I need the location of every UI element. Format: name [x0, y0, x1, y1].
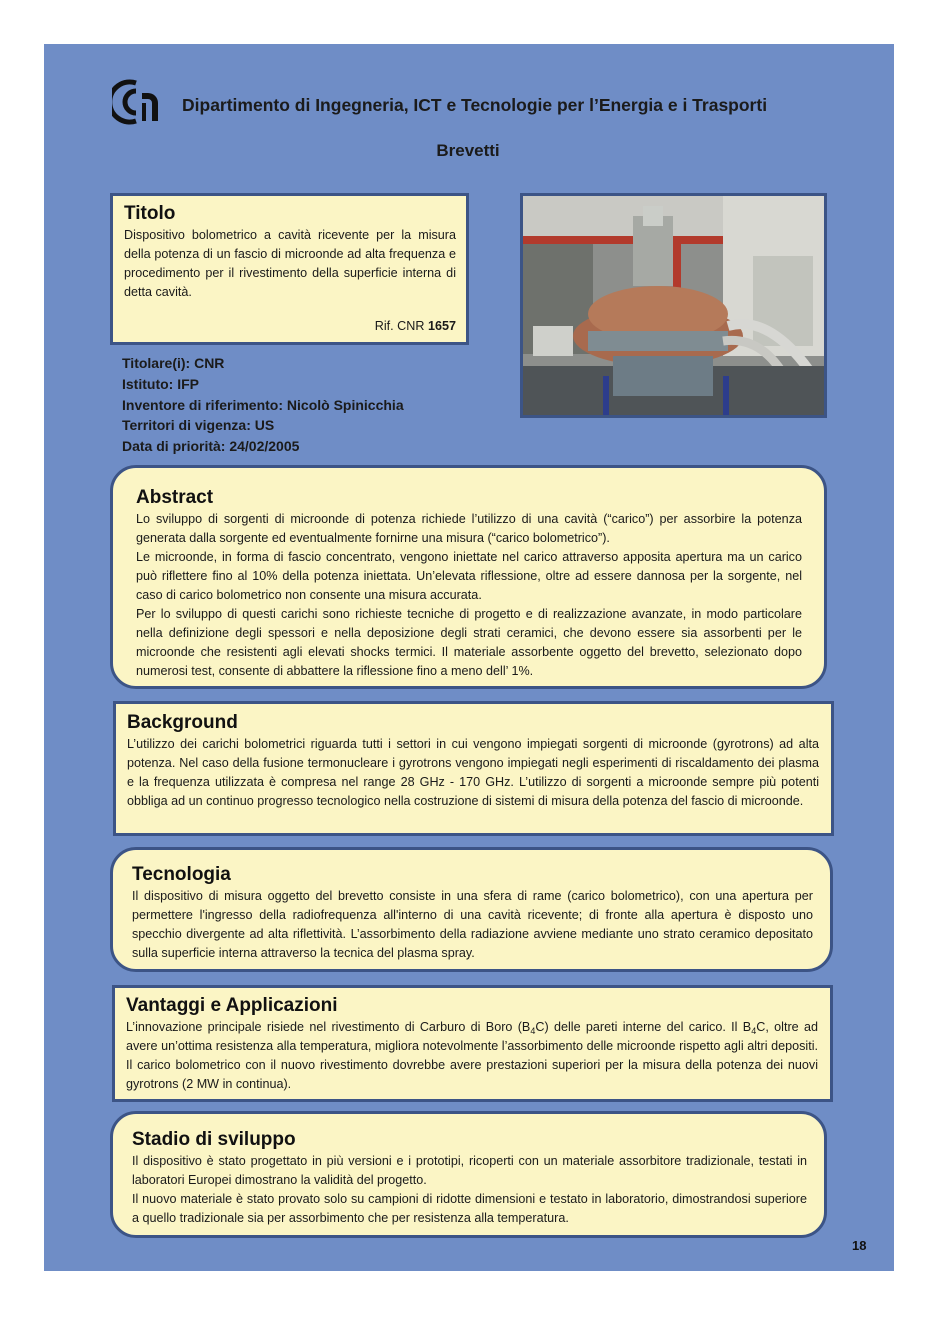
abstract-box [110, 465, 827, 689]
vantaggi-text-part: C) delle pareti interne del carico. Il B [535, 1020, 752, 1034]
data-priorita: Data di priorità: 24/02/2005 [122, 438, 300, 455]
istituto: Istituto: IFP [122, 375, 199, 392]
territori: Territori di vigenza: US [122, 417, 275, 434]
stadio-box [110, 1111, 827, 1238]
abstract-paragraph-2: Le microonde, in forma di fascio concentrato, vengono iniettate nel carico attraverso apposita apertura ma un carico può riflettere fino al 10% della potenza iniettata. Un’elevata riflessione, oltre ad essere dannosa per la sorgente, nel caso di carico bolometrico non consente una misura accurata. [136, 550, 802, 602]
titolo-heading: Titolo [124, 203, 176, 224]
tecnologia-heading: Tecnologia [132, 864, 231, 885]
subscript: 4 [530, 1026, 536, 1036]
abstract-paragraph-3: Per lo sviluppo di questi carichi sono richieste tecniche di progetto e di realizzazione avanzate, in modo particolare nella definizione degli spessori e nella deposizione degli strati ceramici, che devono essere sia assorbenti per le microonde che resistenti agli elevati shocks termici. Il materiale assorbente oggetto del brevetto, selezionato dopo numerosi test, consente di abbattere la riflessione fino a meno dell’ 1%. [136, 607, 802, 678]
vantaggi-heading: Vantaggi e Applicazioni [126, 995, 338, 1016]
subscript: 4 [751, 1026, 757, 1036]
ref-label: Rif. CNR [374, 319, 425, 333]
inventore: Inventore di riferimento: Nicolò Spinicchia [122, 396, 404, 413]
tecnologia-text: Il dispositivo di misura oggetto del brevetto consiste in una sfera di rame (carico bolometrico), con una apertura per permettere l'ingresso della radiofrequenza all'interno di una cavità ricevente; di fronte alla apertura è disposto uno specchio divergente ad alta riflettività. L’assorbimento della radiazione avviene mediante uno strato ceramico depositato sulla superficie interna attraverso la tecnica del plasma spray. [132, 889, 813, 960]
cnr-logo-icon [112, 79, 162, 125]
bolometric-device-image [523, 196, 824, 415]
vantaggi-text [126, 1018, 818, 1094]
department-title: Dipartimento di Ingegneria, ICT e Tecnologie per l’Energia e i Trasporti [182, 95, 768, 115]
page-number: 18 [852, 1238, 867, 1253]
patent-reference [375, 317, 456, 336]
background-box [113, 701, 834, 836]
titolo-text: Dispositivo bolometrico a cavità ricevente per la misura della potenza di un fascio di microonde ad alta frequenza e procedimento per il rivestimento della superficie interna di detta cavità. [124, 228, 456, 299]
stadio-paragraph-2: Il nuovo materiale è stato provato solo su campioni di ridotte dimensioni e testato in laboratorio, dimostrandosi superiore a quello tradizionale sia per assorbimento che per resistenza alla temperatura. [132, 1192, 807, 1225]
vantaggi-box [112, 985, 833, 1102]
stadio-paragraph-1: Il dispositivo è stato progettato in più versioni e i prototipi, ricoperti con un materiale assorbitore tradizionale, testati in laboratori Europei dimostrano la validità del progetto. [132, 1154, 807, 1187]
patent-metadata [122, 353, 404, 457]
vantaggi-text-part: L’innovazione principale risiede nel rivestimento di Carburo di Boro (B [126, 1020, 531, 1034]
section-title: Brevetti [436, 141, 500, 160]
ref-number: 1657 [427, 319, 456, 333]
background-heading: Background [127, 712, 238, 733]
device-photo [520, 193, 827, 418]
titolare: Titolare(i): CNR [122, 355, 225, 371]
background-text: L’utilizzo dei carichi bolometrici riguarda tutti i settori in cui vengono impiegati sorgenti di microonde (gyrotrons) ad alta potenza. Nel caso della fusione termonucleare i gyrotrons vengono impiegati negli esperimenti di riscaldamento dei plasma e la frequenza utilizzata è compresa nel range 28 GHz - 170 GHz. L’utilizzo di sorgenti a microonde sempre più potenti obbliga ad un continuo progresso tecnologico nella costruzione di sistemi di misura della potenza del fascio di microonde. [127, 737, 819, 808]
titolo-box [110, 193, 469, 345]
tecnologia-box [110, 847, 833, 972]
abstract-heading: Abstract [136, 487, 214, 508]
vantaggi-text-part: C, oltre ad avere un’ottima resistenza alla temperatura, migliora notevolmente l’assorbimento delle microonde rispetto agli altri depositi. Il carico bolometrico con il nuovo rivestimento dovrebbe avere prestazioni superiori per la misura della potenza dei nuovi gyrotrons (2 MW in continua). [126, 1020, 819, 1091]
stadio-heading: Stadio di sviluppo [132, 1129, 296, 1150]
abstract-paragraph-1: Lo sviluppo di sorgenti di microonde di potenza richiede l’utilizzo di una cavità (“carico”) per assorbire la potenza generata dalla sorgente ed eventualmente fornirne una misura (“carico bolometrico”). [136, 512, 802, 545]
